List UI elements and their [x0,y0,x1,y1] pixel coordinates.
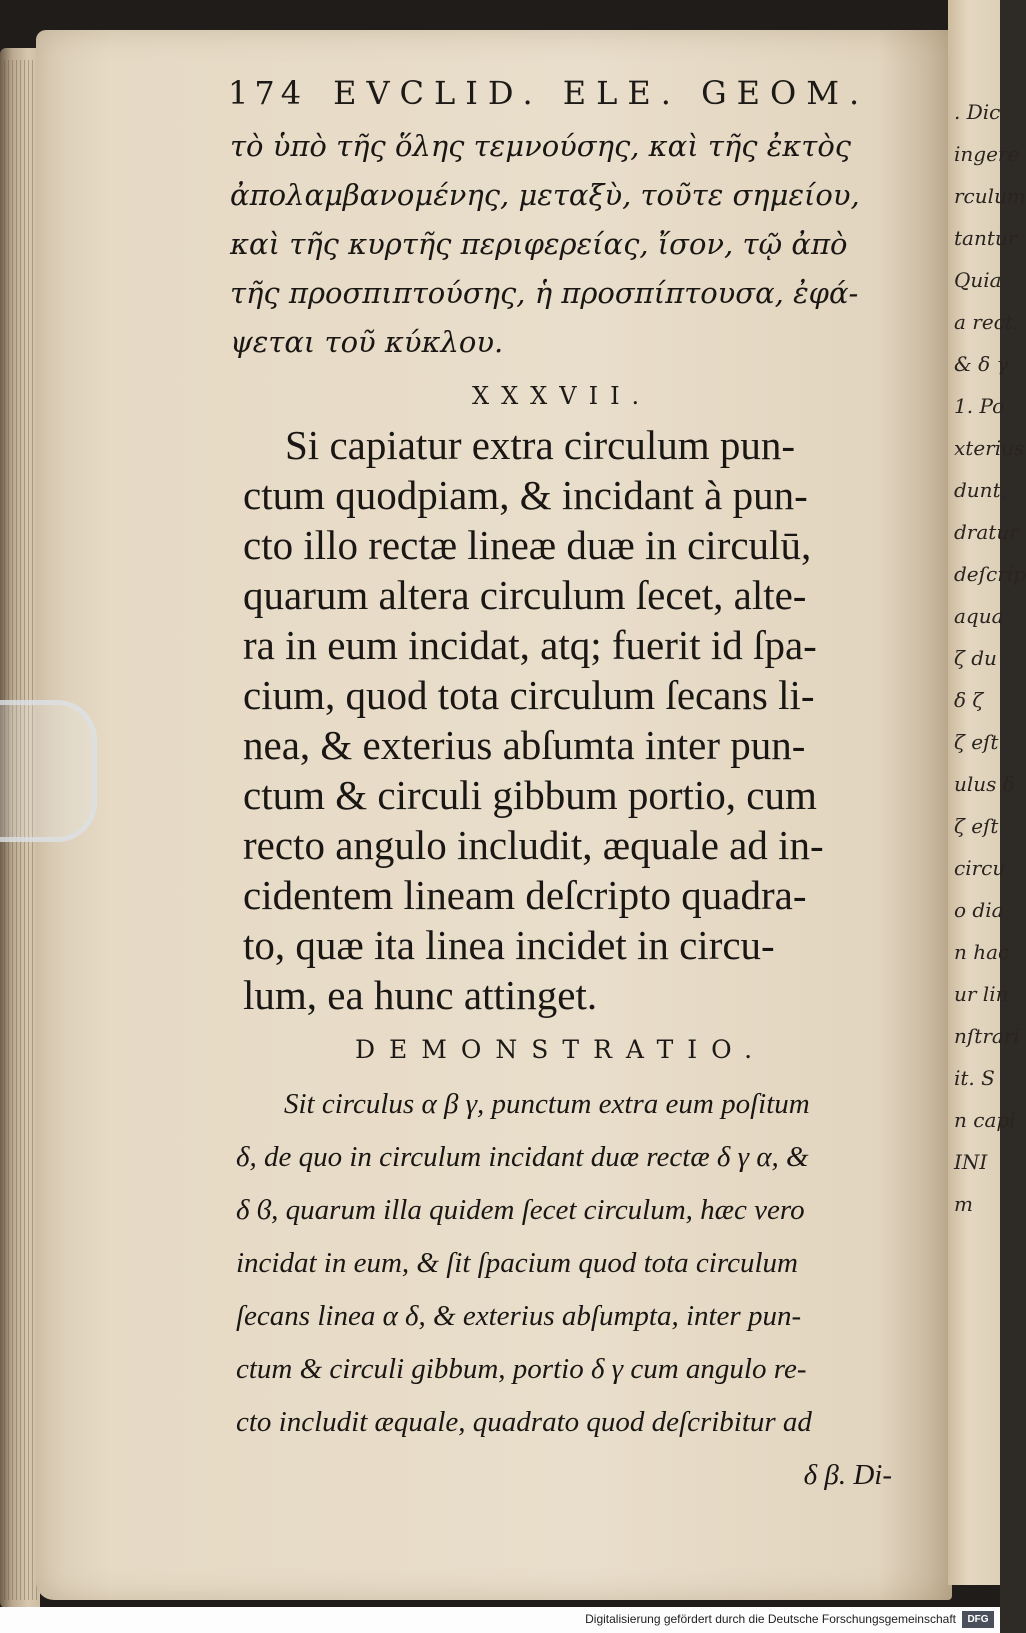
latin-line: lum, ea hunc attinget. [243,972,598,1018]
facing-page-fragment: & δ γ [954,352,1009,376]
page-clip [0,700,97,842]
demo-line: δ, de quo in circulum incidant duæ rectæ δ γ α, & [236,1141,809,1173]
page-number: 174 [228,74,308,112]
greek-line: ψεται τοῦ κύκλου. [230,325,504,359]
facing-page-fragment: n capi [954,1108,1016,1132]
facing-page-fragment: it. S [954,1066,995,1090]
facing-page-fragment: tantur [954,226,1018,250]
facing-page-fragment: INI [954,1150,988,1174]
latin-line: nea, & exterius abſumta inter pun- [243,722,806,768]
demo-line: Sit circulus α β γ, punctum extra eum poſitum [284,1088,810,1120]
facing-page-fragment: Quia [954,268,1002,292]
facing-page-fragment: xterius [954,436,1025,460]
greek-paragraph [230,122,930,367]
facing-page-fragment: ur lin [954,982,1009,1006]
demo-line: ctum & circuli gibbum, portio δ γ cum angulo re- [236,1353,807,1385]
facing-page-fragment: dunt, [954,478,1007,502]
facing-page-fragment: o dia [954,898,1004,922]
demo-line: cto includit æquale, quadrato quod deſcribitur ad [236,1406,812,1438]
facing-page-fragment: ingere [954,142,1020,166]
facing-page-fragment: ζ du [954,646,997,670]
demonstration-paragraph [236,1078,906,1502]
latin-line: ra in eum incidat, atq; fuerit id ſpa- [243,622,817,668]
facing-page-fragment: a rect. [954,310,1020,334]
latin-proposition [243,420,893,1020]
facing-page-fragment: . Dic [954,100,1001,124]
dfg-logo: DFG [962,1611,994,1628]
running-head-title: EVCLID. ELE. GEOM. [333,74,870,112]
demo-line: ſecans linea α δ, & exterius abſumpta, inter pun- [236,1300,802,1332]
latin-line: Si capiatur extra circulum pun- [285,422,796,468]
proposition-number: XXXVII. [472,382,652,410]
facing-page-fragment: ζ eſt [954,814,999,838]
demonstration-heading: DEMONSTRATIO. [355,1035,767,1064]
latin-line: cidentem lineam deſcripto quadra- [243,872,807,918]
facing-page-fragment: circu [954,856,1006,880]
facing-page-fragment: n hac [954,940,1010,964]
facing-page-fragment: deſcrip [954,562,1026,586]
latin-line: ctum quodpiam, & incidant à pun- [243,472,808,518]
facing-page-fragment: ζ eſt [954,730,999,754]
facing-page-fragment: m [954,1192,973,1216]
greek-line: τὸ ὑπὸ τῆς ὅλης τεμνούσης, καὶ τῆς ἐκτὸς [230,129,852,163]
latin-line: cto illo rectæ lineæ duæ in circulū, [243,522,812,568]
latin-line: recto angulo includit, æquale ad in- [243,822,824,868]
demo-line: incidat in eum, & ſit ſpacium quod tota circulum [236,1247,798,1279]
running-header [228,74,869,112]
latin-line: ctum & circuli gibbum portio, cum [243,772,817,818]
facing-page-edge [948,0,1026,1585]
greek-line: τῆς προσπιπτούσης, ἡ προσπίπτουσα, ἐφά- [230,276,859,310]
facing-page-fragment: rculum [954,184,1026,208]
facing-page-fragment: 1. Po [954,394,1005,418]
latin-line: cium, quod tota circulum ſecans li- [243,672,815,718]
latin-line: quarum altera circulum ſecet, alte- [243,572,807,618]
greek-line: ἀπολαμβανομένης, μεταξὺ, τοῦτε σημείου, [230,178,860,212]
facing-page-fragment: ulus δ [954,772,1015,796]
facing-page-fragment: aqua [954,604,1004,628]
demo-line: δ ϐ, quarum illa quidem ſecet circulum, hæc vero [236,1194,805,1226]
greek-line: καὶ τῆς κυρτῆς περιφερείας, ἴσον, τῷ ἀπὸ [230,227,848,261]
facing-page-fragment: nſtrari [954,1024,1020,1048]
digitization-footer [0,1607,1000,1633]
demo-catchword-line: δ β. Di- [803,1459,892,1491]
facing-page-fragment: dratur [954,520,1019,544]
footer-credit: Digitalisierung gefördert durch die Deutsche Forschungsgemeinschaft [585,1612,956,1626]
facing-page-fragment: δ ζ [954,688,984,712]
latin-line: to, quæ ita linea incidet in circu- [243,922,775,968]
